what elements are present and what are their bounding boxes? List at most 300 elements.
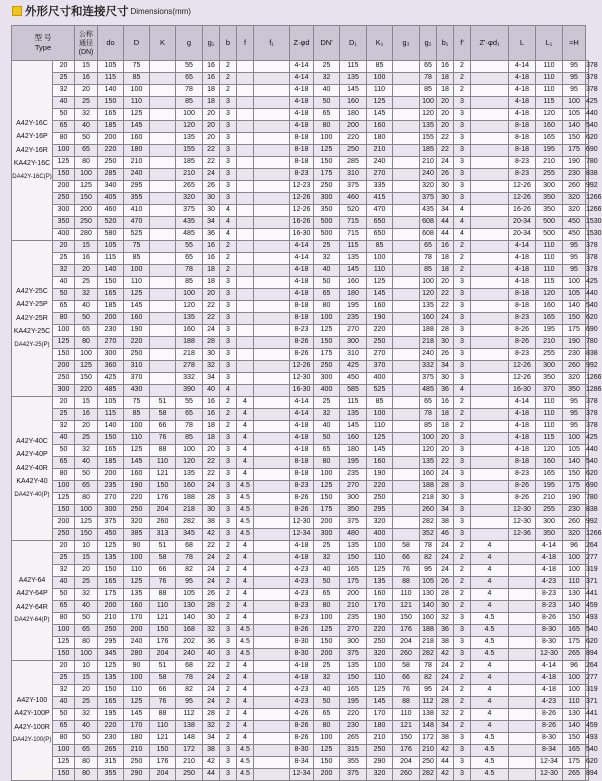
table-cell [237,313,254,325]
table-cell: 780 [586,337,589,349]
table-cell: 4-14 [290,241,314,253]
table-cell [471,433,509,445]
table-cell [509,769,536,781]
table-cell: 160 [340,277,367,289]
table-cell: 176 [150,637,176,649]
table-cell: 4.5 [237,745,254,757]
table-cell: 160 [124,313,150,325]
table-row [12,73,589,85]
table-cell: 125 [367,685,393,697]
table-cell: 170 [367,709,393,721]
table-cell: 8-26 [536,709,563,721]
table-cell: 190 [124,481,150,493]
table-row [12,553,589,565]
table-cell: 2 [454,697,471,709]
table-cell: 110 [536,397,563,409]
model-type-cell [12,241,53,397]
model-name: DA42Y-100(P) [12,737,52,743]
table-cell: 210 [420,745,437,757]
table-cell: 165 [98,697,124,709]
table-cell: 195 [340,697,367,709]
table-cell: 4-18 [509,265,536,277]
table-cell: 4-18 [509,253,536,265]
table-cell: 100 [563,277,586,289]
table-cell: 250 [367,493,393,505]
table-cell: 12-26 [290,205,314,217]
table-row [12,721,589,733]
table-cell: 485 [176,229,203,241]
table-cell: 20 [437,277,454,289]
table-cell: 3 [454,373,471,385]
table-cell: 140 [563,721,586,733]
table-cell: 145 [124,457,150,469]
table-cell: 620 [586,637,589,649]
table-cell: 125 [124,109,150,121]
table-cell: 485 [98,385,124,397]
table-cell: 352 [420,529,437,541]
model-name: DA42Y-64(P) [14,617,50,623]
table-cell: 300 [53,385,75,397]
table-cell: 4 [471,721,509,733]
table-cell: 105 [563,445,586,457]
table-cell [237,229,254,241]
table-cell: 4-14 [509,241,536,253]
table-cell: 125 [314,745,340,757]
table-row [12,121,589,133]
table-cell: 285 [98,169,124,181]
table-cell: 4-18 [290,289,314,301]
table-cell: 150 [53,169,75,181]
table-cell: 110 [124,97,150,109]
table-row [12,361,589,373]
table-cell: 121 [393,721,420,733]
table-cell: 350 [53,217,75,229]
table-cell: 4-18 [290,277,314,289]
table-cell: 4 [471,589,509,601]
table-cell: 2 [454,409,471,421]
table-cell: 2 [454,589,471,601]
table-cell [393,181,420,193]
table-cell: 188 [420,481,437,493]
table-row [12,325,589,337]
table-cell [471,73,509,85]
table-cell [237,337,254,349]
table-cell: 160 [124,133,150,145]
table-cell: 200 [75,205,98,217]
table-cell: 24 [437,673,454,685]
table-cell: 4.5 [471,625,509,637]
table-cell [150,229,176,241]
table-cell: 32 [437,709,454,721]
table-cell: 16 [203,73,220,85]
table-cell: 2 [220,661,237,673]
table-cell: 125 [314,625,340,637]
table-cell: 4.5 [237,505,254,517]
table-cell [150,301,176,313]
table-cell: 4-14 [536,661,563,673]
table-row [12,169,589,181]
table-cell: 24 [203,673,220,685]
table-cell: 100 [314,469,340,481]
table-cell: 315 [98,757,124,769]
table-cell: 8-23 [536,589,563,601]
table-cell: 425 [586,277,589,289]
table-cell: 218 [420,337,437,349]
table-cell: 4-26 [290,709,314,721]
table-cell: 42 [437,649,454,661]
table-cell: 4-18 [536,673,563,685]
table-cell: 3 [454,457,471,469]
table-row [12,157,589,169]
table-cell: 185 [98,121,124,133]
table-cell [254,769,290,781]
table-cell: 2 [454,85,471,97]
table-cell [393,85,420,97]
table-cell: 50 [75,733,98,745]
table-cell: 20 [437,109,454,121]
table-cell: 55 [176,397,203,409]
table-cell: 185 [176,157,203,169]
table-cell [254,469,290,481]
table-cell: 32 [314,553,340,565]
table-cell: 65 [314,445,340,457]
table-cell: 110 [150,721,176,733]
table-cell [471,205,509,217]
table-cell: 4 [471,685,509,697]
table-cell [254,85,290,97]
table-cell: 2 [220,61,237,73]
table-cell: 100 [563,97,586,109]
table-cell: 2 [454,253,471,265]
table-cell: 160 [340,97,367,109]
table-row [12,769,589,781]
table-cell: 125 [314,325,340,337]
table-cell: 160 [176,325,203,337]
table-cell: 620 [586,313,589,325]
table-row [12,625,589,637]
table-cell: 28 [437,481,454,493]
table-cell: 4 [471,565,509,577]
table-row [12,193,589,205]
table-cell: 18 [203,433,220,445]
table-cell: 250 [75,217,98,229]
table-cell: 100 [563,553,586,565]
table-cell: 210 [536,493,563,505]
table-cell: 150 [340,673,367,685]
table-cell: 55 [176,61,203,73]
table-cell: 125 [124,289,150,301]
table-cell: 493 [586,733,589,745]
table-cell: 4 [237,541,254,553]
table-cell [471,169,509,181]
table-cell: 300 [340,337,367,349]
table-cell: 3 [220,157,237,169]
table-cell: 210 [124,745,150,757]
table-cell: 22 [203,301,220,313]
table-cell: 38 [437,637,454,649]
table-cell: 195 [340,301,367,313]
table-cell: 100 [53,145,75,157]
table-cell: 150 [314,757,340,769]
table-cell: 185 [420,145,437,157]
table-cell: 190 [563,157,586,169]
table-cell [150,181,176,193]
table-cell: 121 [393,601,420,613]
table-cell: 82 [420,553,437,565]
table-cell: 3 [454,193,471,205]
table-cell: 240 [367,157,393,169]
table-cell [150,109,176,121]
table-cell: 145 [340,421,367,433]
table-cell: 85 [124,409,150,421]
table-row [12,97,589,109]
table-cell: 3 [454,733,471,745]
table-cell: 370 [536,385,563,397]
table-cell: 24 [437,469,454,481]
table-cell: 12-26 [290,193,314,205]
table-cell: 4-18 [290,109,314,121]
table-cell: 204 [393,637,420,649]
table-cell: 148 [420,721,437,733]
table-cell: 295 [124,181,150,193]
model-type-cell [12,397,53,541]
table-cell: 8-34 [290,757,314,769]
table-cell: 40 [53,97,75,109]
table-row [12,457,589,469]
table-cell [254,277,290,289]
table-cell: 50 [53,109,75,121]
table-cell: 34 [437,361,454,373]
table-cell: 110 [124,433,150,445]
table-cell: 2 [454,721,471,733]
table-cell: 30 [437,193,454,205]
table-cell: 76 [393,565,420,577]
table-cell: 160 [340,433,367,445]
table-cell: 15 [75,397,98,409]
table-cell: 8-26 [509,493,536,505]
table-cell: 176 [150,493,176,505]
table-cell: 85 [420,265,437,277]
table-cell: 20 [203,445,220,457]
table-cell: 4-23 [290,565,314,577]
table-cell: 270 [367,349,393,361]
table-cell: 180 [340,109,367,121]
table-cell: 58 [393,541,420,553]
table-cell: 3 [220,349,237,361]
table-cell: 28 [203,601,220,613]
table-cell: 95 [563,265,586,277]
model-name: A42Y-25P [16,301,48,309]
table-cell: 230 [340,721,367,733]
table-cell: 250 [314,181,340,193]
table-cell: 360 [98,361,124,373]
table-cell: 4-14 [290,253,314,265]
table-cell: 8-23 [290,601,314,613]
table-cell [471,481,509,493]
table-row [12,709,589,721]
table-cell: 300 [536,181,563,193]
table-cell: 140 [98,85,124,97]
table-cell: 188 [420,325,437,337]
table-cell: 125 [75,517,98,529]
table-cell [254,217,290,229]
table-cell: 220 [98,721,124,733]
table-cell: 520 [98,217,124,229]
table-cell: 4-23 [290,577,314,589]
table-cell: 8-30 [536,733,563,745]
table-cell: 3 [454,433,471,445]
table-cell: 25 [314,397,340,409]
table-cell: 4 [471,709,509,721]
table-cell: 112 [420,697,437,709]
table-cell: 459 [586,601,589,613]
table-cell: 2 [220,541,237,553]
table-cell [254,721,290,733]
table-cell: 2 [220,553,237,565]
table-cell: 3 [454,361,471,373]
table-cell [237,301,254,313]
table-cell: 4 [471,697,509,709]
table-cell: 22 [203,457,220,469]
table-cell: 4 [220,229,237,241]
table-cell: 202 [176,637,203,649]
table-cell [254,349,290,361]
table-cell: 8-30 [290,649,314,661]
table-cell [471,445,509,457]
table-cell: 320 [367,517,393,529]
table-cell: 110 [124,685,150,697]
table-cell: 121 [150,733,176,745]
table-cell: 8-18 [290,145,314,157]
table-cell: 16 [75,253,98,265]
table-cell: 8-23 [509,313,536,325]
table-cell [254,73,290,85]
table-cell: 150 [150,481,176,493]
table-cell: 345 [98,649,124,661]
table-cell: 200 [53,517,75,529]
table-cell: 4-18 [509,445,536,457]
table-cell: 40 [75,721,98,733]
table-cell: 8-23 [509,157,536,169]
table-cell: 4.5 [237,757,254,769]
table-cell: 3 [220,97,237,109]
table-cell [254,145,290,157]
table-cell: 240 [176,649,203,661]
table-cell: 115 [536,433,563,445]
table-cell: 4 [237,661,254,673]
table-cell: 145 [124,709,150,721]
table-cell [150,121,176,133]
table-cell: 3 [454,493,471,505]
table-cell [393,121,420,133]
table-cell: 190 [367,469,393,481]
table-cell: 100 [53,625,75,637]
table-cell: 2 [454,661,471,673]
table-cell: 4.5 [237,625,254,637]
table-cell [509,601,536,613]
column-header: K₁ [367,26,393,61]
table-cell [150,217,176,229]
table-cell: 620 [586,757,589,769]
table-cell: 300 [98,349,124,361]
model-type-cell [12,661,53,781]
table-cell [254,505,290,517]
table-cell [237,61,254,73]
table-row [12,733,589,745]
table-cell: 50 [53,709,75,721]
table-cell [254,253,290,265]
table-cell: 3 [220,649,237,661]
table-cell: 320 [563,193,586,205]
table-cell: 2 [220,685,237,697]
table-cell: 160 [367,457,393,469]
table-cell: 235 [340,313,367,325]
table-cell: 430 [124,385,150,397]
table-cell: 100 [176,109,203,121]
table-cell: 38 [203,745,220,757]
table-cell: 4.5 [471,745,509,757]
table-cell: 20 [203,289,220,301]
table-cell: 265 [563,649,586,661]
column-header: D₁ [340,26,367,61]
table-cell: 65 [420,241,437,253]
table-cell: 25 [53,253,75,265]
table-cell: 204 [150,769,176,781]
model-name: DA42Y-40(P) [14,491,50,498]
table-cell [509,553,536,565]
table-cell: 121 [150,469,176,481]
table-cell: 250 [53,193,75,205]
table-cell: 285 [340,157,367,169]
table-cell: 90 [124,661,150,673]
table-cell: 250 [176,769,203,781]
table-cell: 78 [176,673,203,685]
table-cell: 28 [203,337,220,349]
table-cell: 105 [563,289,586,301]
table-cell: 8-18 [290,469,314,481]
model-type-cell [12,61,53,241]
table-cell: 188 [176,493,203,505]
table-cell: 125 [124,697,150,709]
table-row [12,601,589,613]
table-cell: 110 [393,589,420,601]
table-cell: 200 [53,181,75,193]
table-cell: 25 [53,73,75,85]
table-cell: 78 [176,421,203,433]
table-cell: 370 [367,361,393,373]
table-cell [150,349,176,361]
table-cell: 690 [586,481,589,493]
table-cell: 12-34 [536,757,563,769]
table-cell: 120 [420,445,437,457]
table-cell: 65 [53,301,75,313]
model-name: A42Y-40P [16,451,48,459]
table-cell: 277 [586,553,589,565]
table-cell: 3 [454,145,471,157]
table-cell: 180 [340,289,367,301]
table-cell [237,349,254,361]
table-cell: 4 [237,445,254,457]
table-cell: 160 [367,121,393,133]
table-cell: 85 [176,97,203,109]
table-cell: 2 [220,709,237,721]
table-cell: 4-18 [290,445,314,457]
table-cell: 12-30 [536,769,563,781]
table-cell: 8-23 [290,481,314,493]
table-cell: 8-26 [509,481,536,493]
model-name: A42Y-100R [14,723,50,731]
table-cell: 3 [220,493,237,505]
